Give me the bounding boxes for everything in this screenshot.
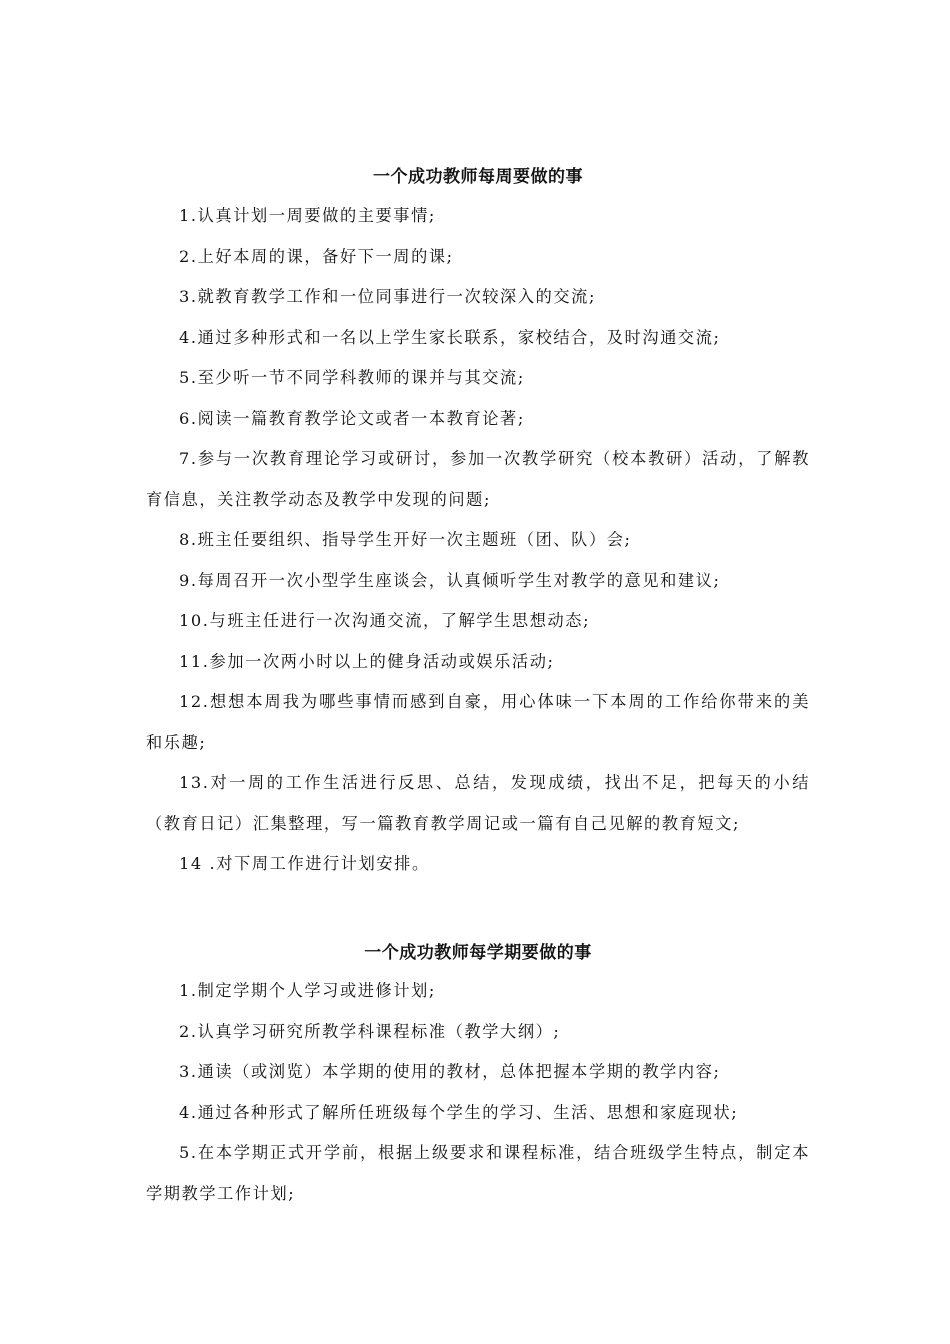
- term-task-item: 1.制定学期个人学习或进修计划;: [179, 981, 436, 1000]
- weekly-task-item: 4.通过多种形式和一名以上学生家长联系，家校结合，及时沟通交流;: [179, 327, 721, 347]
- term-task-item: 3.通读（或浏览）本学期的使用的教材，总体把握本学期的教学内容;: [179, 1062, 721, 1081]
- term-task-list: [146, 971, 810, 1214]
- term-task-item: 4.通过各种形式了解所任班级每个学生的学习、生活、思想和家庭现状;: [179, 1102, 739, 1122]
- weekly-task-item: 3.就教育教学工作和一位同事进行一次较深入的交流;: [179, 287, 597, 306]
- weekly-task-item: 10.与班主任进行一次沟通交流，了解学生思想动态;: [179, 611, 591, 630]
- weekly-task-item: 6.阅读一篇教育教学论文或者一本教育论著;: [179, 408, 525, 428]
- weekly-task-item: 2.上好本周的课，备好下一周的课;: [179, 246, 454, 266]
- weekly-task-item: 14 .对下周工作进行计划安排。: [179, 854, 430, 873]
- term-tasks-section: [146, 940, 810, 1214]
- weekly-task-list: [146, 196, 810, 885]
- weekly-task-item: 1.认真计划一周要做的主要事情;: [179, 206, 436, 225]
- weekly-task-item: 9.每周召开一次小型学生座谈会，认真倾听学生对教学的意见和建议;: [179, 570, 721, 590]
- weekly-section-title: 一个成功教师每周要做的事: [373, 167, 583, 187]
- term-task-item: 2.认真学习研究所教学科课程标准（教学大纲）;: [179, 1021, 561, 1041]
- weekly-task-item: 12.想想本周我为哪些事情而感到自豪，用心体味一下本周的工作给你带来的美和乐趣;: [146, 692, 810, 752]
- term-task-item: 5.在本学期正式开学前，根据上级要求和课程标准，结合班级学生特点，制定本学期教学工作计划;: [146, 1143, 810, 1203]
- term-section-title: 一个成功教师每学期要做的事: [364, 943, 592, 963]
- weekly-task-item: 8.班主任要组织、指导学生开好一次主题班（团、队）会;: [179, 530, 632, 549]
- weekly-task-item: 11.参加一次两小时以上的健身活动或娱乐活动;: [179, 651, 555, 671]
- weekly-task-item: 7.参与一次教育理论学习或研讨，参加一次教学研究（校本教研）活动，了解教育信息，关注教学动态及教学中发现的问题;: [146, 449, 810, 509]
- weekly-task-item: 5.至少听一节不同学科教师的课并与其交流;: [179, 368, 525, 387]
- weekly-task-item: 13.对一周的工作生活进行反思、总结，发现成绩，找出不足，把每天的小结（教育日记）汇集整理，写一篇教育教学周记或一篇有自己见解的教育短文;: [146, 773, 810, 833]
- weekly-tasks-section: [146, 164, 810, 885]
